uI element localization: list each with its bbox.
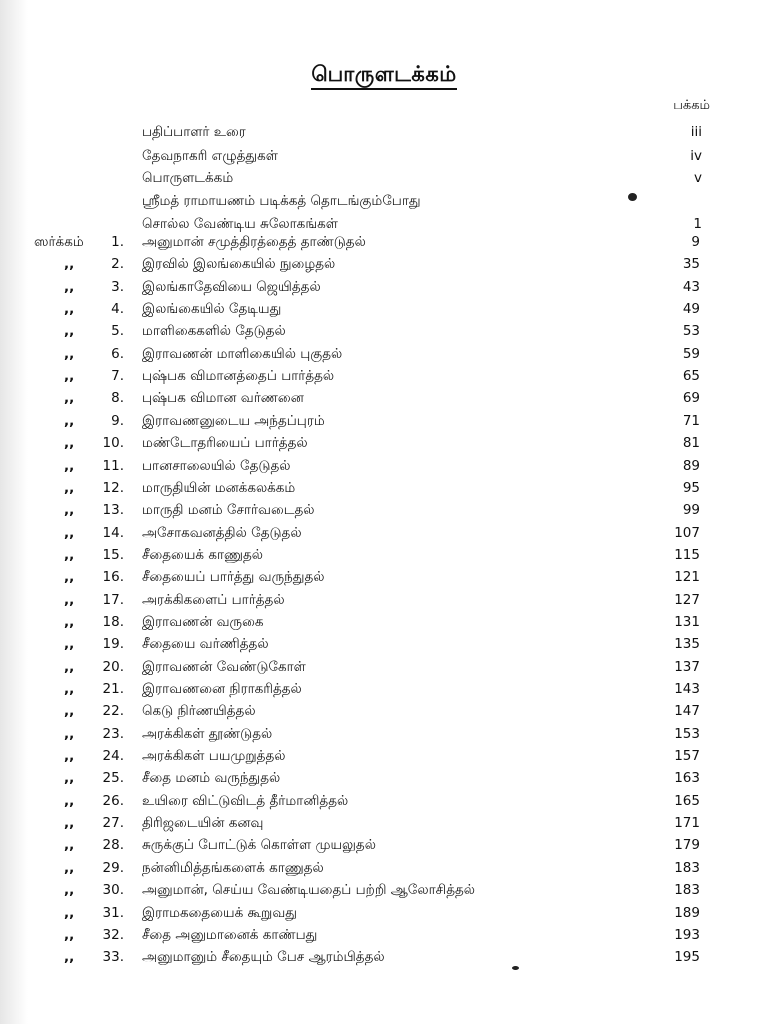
chapter-row (0, 793, 768, 815)
chapter-row (0, 301, 768, 323)
ditto-mark: ,, (64, 703, 75, 720)
chapter-page: 121 (674, 569, 700, 586)
chapter-title: அரக்கிகள் தூண்டுதல் (142, 725, 273, 742)
chapter-page: 137 (674, 658, 700, 675)
chapter-page: 49 (682, 301, 700, 318)
chapter-page: 35 (682, 256, 700, 273)
chapter-number: 27. (102, 815, 124, 832)
ditto-mark: ,, (64, 412, 75, 429)
chapter-title: இராவணன் மாளிகையில் புகுதல் (142, 345, 343, 362)
chapter-row (0, 636, 768, 658)
chapter-number: 4. (111, 301, 124, 318)
chapter-row (0, 837, 768, 859)
chapter-label: ஸர்க்கம் (34, 234, 84, 250)
ditto-mark: ,, (64, 345, 75, 362)
chapter-number: 25. (102, 770, 124, 787)
chapter-page: 165 (674, 792, 700, 809)
chapter-page: 135 (674, 636, 700, 653)
chapter-row (0, 368, 768, 390)
chapter-number: 19. (102, 636, 124, 653)
chapter-row (0, 256, 768, 278)
scan-speck (512, 966, 519, 970)
chapter-number: 23. (102, 725, 124, 742)
chapter-page: 53 (682, 323, 700, 340)
chapter-row (0, 502, 768, 524)
ditto-mark: ,, (64, 569, 75, 586)
chapter-title: சீதை மனம் வருந்துதல் (142, 770, 281, 787)
chapter-number: 8. (111, 390, 124, 407)
chapter-number: 20. (102, 658, 124, 675)
ditto-mark: ,, (64, 278, 75, 295)
chapter-title: அரக்கிகளைப் பார்த்தல் (142, 591, 285, 608)
chapter-title: இலங்காதேவியை ஜெயித்தல் (142, 278, 321, 295)
ditto-mark: ,, (64, 859, 75, 876)
chapter-page: 171 (674, 815, 700, 832)
chapter-page: 89 (682, 457, 700, 474)
ditto-mark: ,, (64, 613, 75, 630)
chapter-title: பானசாலையில் தேடுதல் (142, 457, 291, 474)
chapter-number: 6. (111, 345, 124, 362)
front-matter-title: பதிப்பாளர் உரை (142, 124, 246, 140)
chapter-page: 107 (674, 524, 700, 541)
chapter-number: 29. (102, 859, 124, 876)
ditto-mark: ,, (64, 658, 75, 675)
chapter-page: 59 (682, 345, 700, 362)
chapter-page: 95 (682, 479, 700, 496)
chapter-row (0, 927, 768, 949)
ditto-mark: ,, (64, 457, 75, 474)
ditto-mark: ,, (64, 479, 75, 496)
chapter-page: 131 (674, 613, 700, 630)
chapter-number: 21. (102, 681, 124, 697)
chapter-title: நன்னிமித்தங்களைக் காணுதல் (142, 859, 324, 876)
chapter-page: 157 (674, 748, 700, 765)
chapter-row (0, 323, 768, 345)
chapter-number: 3. (111, 278, 124, 295)
chapter-row (0, 458, 768, 480)
chapter-row (0, 390, 768, 412)
ditto-mark: ,, (64, 770, 75, 787)
chapter-title: அனுமானும் சீதையும் பேச ஆரம்பித்தல் (142, 949, 385, 966)
front-matter-title: பொருளடக்கம் (142, 170, 234, 186)
chapter-row (0, 279, 768, 301)
chapter-row (0, 234, 768, 256)
chapter-row (0, 905, 768, 927)
chapter-number: 17. (102, 591, 124, 608)
chapter-number: 15. (102, 546, 124, 563)
ditto-mark: ,, (64, 837, 75, 854)
chapter-title: புஷ்பக விமான வர்ணனை (142, 390, 304, 407)
chapter-page: 69 (682, 390, 700, 407)
front-matter-page: 1 (693, 216, 702, 232)
scan-speck (628, 193, 637, 201)
chapter-row (0, 703, 768, 725)
chapter-page: 71 (682, 412, 700, 429)
chapter-page: 9 (691, 234, 700, 250)
chapter-title: மாளிகைகளில் தேடுதல் (142, 323, 286, 340)
chapter-page: 189 (674, 904, 700, 921)
chapter-number: 12. (102, 479, 124, 496)
chapter-page: 81 (682, 435, 700, 452)
chapter-number: 5. (111, 323, 124, 340)
chapter-row (0, 770, 768, 792)
front-matter-page: iii (690, 124, 702, 140)
ditto-mark: ,, (64, 368, 75, 385)
chapter-title: இராவணன் வேண்டுகோள் (142, 658, 306, 675)
chapter-title: அனுமான், செய்ய வேண்டியதைப் பற்றி ஆலோசித்தல் (142, 882, 476, 899)
front-matter-title: சொல்ல வேண்டிய சுலோகங்கள் (142, 216, 338, 232)
chapter-page: 147 (674, 703, 700, 720)
front-matter-title: தேவநாகரி எழுத்துகள் (142, 148, 278, 164)
chapter-page: 153 (674, 725, 700, 742)
chapter-title: அரக்கிகள் பயமுறுத்தல் (142, 748, 286, 765)
page-title-text: பொருளடக்கம் (311, 62, 456, 90)
chapter-title: திரிஜடையின் கனவு (142, 815, 264, 832)
chapter-title: சீதை அனுமானைக் காண்பது (142, 926, 318, 943)
chapter-page: 163 (674, 770, 700, 787)
chapter-page: 99 (682, 502, 700, 519)
chapter-number: 26. (102, 792, 124, 809)
chapter-row (0, 435, 768, 457)
ditto-mark: ,, (64, 792, 75, 809)
chapter-row (0, 592, 768, 614)
chapter-number: 32. (102, 926, 124, 943)
chapter-row (0, 748, 768, 770)
front-matter-page: iv (690, 148, 702, 164)
chapter-number: 30. (102, 882, 124, 899)
chapter-page: 43 (682, 278, 700, 295)
chapter-page: 183 (674, 882, 700, 899)
ditto-mark: ,, (64, 926, 75, 943)
ditto-mark: ,, (64, 502, 75, 519)
front-matter-page: v (694, 170, 702, 186)
chapter-row (0, 815, 768, 837)
page-title (0, 62, 768, 89)
chapter-title: சீதையைப் பார்த்து வருந்துதல் (142, 569, 325, 586)
chapter-page: 127 (674, 591, 700, 608)
chapter-number: 14. (102, 524, 124, 541)
chapter-number: 24. (102, 748, 124, 765)
chapter-row (0, 480, 768, 502)
ditto-mark: ,, (64, 301, 75, 318)
chapter-number: 18. (102, 613, 124, 630)
ditto-mark: ,, (64, 748, 75, 765)
chapter-page: 143 (674, 681, 700, 697)
ditto-mark: ,, (64, 636, 75, 653)
chapter-title: உயிரை விட்டுவிடத் தீர்மானித்தல் (142, 792, 349, 809)
ditto-mark: ,, (64, 904, 75, 921)
chapter-title: அசோகவனத்தில் தேடுதல் (142, 524, 302, 541)
chapter-title: இராவணனை நிராகரித்தல் (142, 681, 302, 697)
chapter-number: 22. (102, 703, 124, 720)
chapter-title: சீதையை வர்ணித்தல் (142, 636, 269, 653)
chapter-title: இலங்கையில் தேடியது (142, 301, 282, 318)
chapter-row (0, 860, 768, 882)
ditto-mark: ,, (64, 815, 75, 832)
chapter-title: மண்டோதரியைப் பார்த்தல் (142, 435, 308, 452)
page-column-header: பக்கம் (673, 98, 710, 113)
ditto-mark: ,, (64, 435, 75, 452)
chapter-number: 16. (102, 569, 124, 586)
ditto-mark: ,, (64, 524, 75, 541)
chapter-title: கெடு நிர்ணயித்தல் (142, 703, 256, 720)
chapter-title: இரவில் இலங்கையில் நுழைதல் (142, 256, 336, 273)
chapter-row (0, 413, 768, 435)
ditto-mark: ,, (64, 323, 75, 340)
chapter-title: இராவணனுடைய அந்தப்புரம் (142, 412, 325, 429)
chapter-number: 7. (111, 368, 124, 385)
chapter-row (0, 614, 768, 636)
ditto-mark: ,, (64, 591, 75, 608)
chapter-title: சுருக்குப் போட்டுக் கொள்ள முயலுதல் (142, 837, 376, 854)
chapter-page: 183 (674, 859, 700, 876)
chapter-number: 13. (102, 502, 124, 519)
chapter-page: 115 (674, 546, 700, 563)
chapter-page: 193 (674, 926, 700, 943)
chapter-number: 9. (111, 412, 124, 429)
chapter-number: 11. (102, 457, 124, 474)
chapter-page: 179 (674, 837, 700, 854)
chapter-row (0, 726, 768, 748)
ditto-mark: ,, (64, 882, 75, 899)
chapter-row (0, 547, 768, 569)
chapter-number: 28. (102, 837, 124, 854)
chapter-title: அனுமான் சமுத்திரத்தைத் தாண்டுதல் (142, 234, 366, 250)
chapter-number: 2. (111, 256, 124, 273)
chapter-title: இராமகதையைக் கூறுவது (142, 904, 297, 921)
chapter-page: 65 (682, 368, 700, 385)
ditto-mark: ,, (64, 256, 75, 273)
chapter-row (0, 525, 768, 547)
chapter-row (0, 346, 768, 368)
chapter-number: 31. (102, 904, 124, 921)
chapter-title: சீதையைக் காணுதல் (142, 546, 263, 563)
chapter-number: 10. (102, 435, 124, 452)
front-matter-title: ஸ்ரீமத் ராமாயணம் படிக்கத் தொடங்கும்போது (142, 193, 421, 209)
ditto-mark: ,, (64, 949, 75, 966)
chapter-row (0, 659, 768, 681)
chapter-row (0, 681, 768, 703)
chapter-title: மாருதி மனம் சோர்வடைதல் (142, 502, 315, 519)
chapter-title: புஷ்பக விமானத்தைப் பார்த்தல் (142, 368, 335, 385)
chapter-number: 33. (102, 949, 124, 966)
ditto-mark: ,, (64, 546, 75, 563)
ditto-mark: ,, (64, 390, 75, 407)
chapter-title: மாருதியின் மனக்கலக்கம் (142, 479, 296, 496)
chapter-row (0, 569, 768, 591)
chapter-number: 1. (111, 234, 124, 250)
chapter-title: இராவணன் வருகை (142, 613, 264, 630)
ditto-mark: ,, (64, 681, 75, 697)
ditto-mark: ,, (64, 725, 75, 742)
chapter-page: 195 (674, 949, 700, 966)
chapter-row (0, 882, 768, 904)
chapter-row (0, 949, 768, 971)
